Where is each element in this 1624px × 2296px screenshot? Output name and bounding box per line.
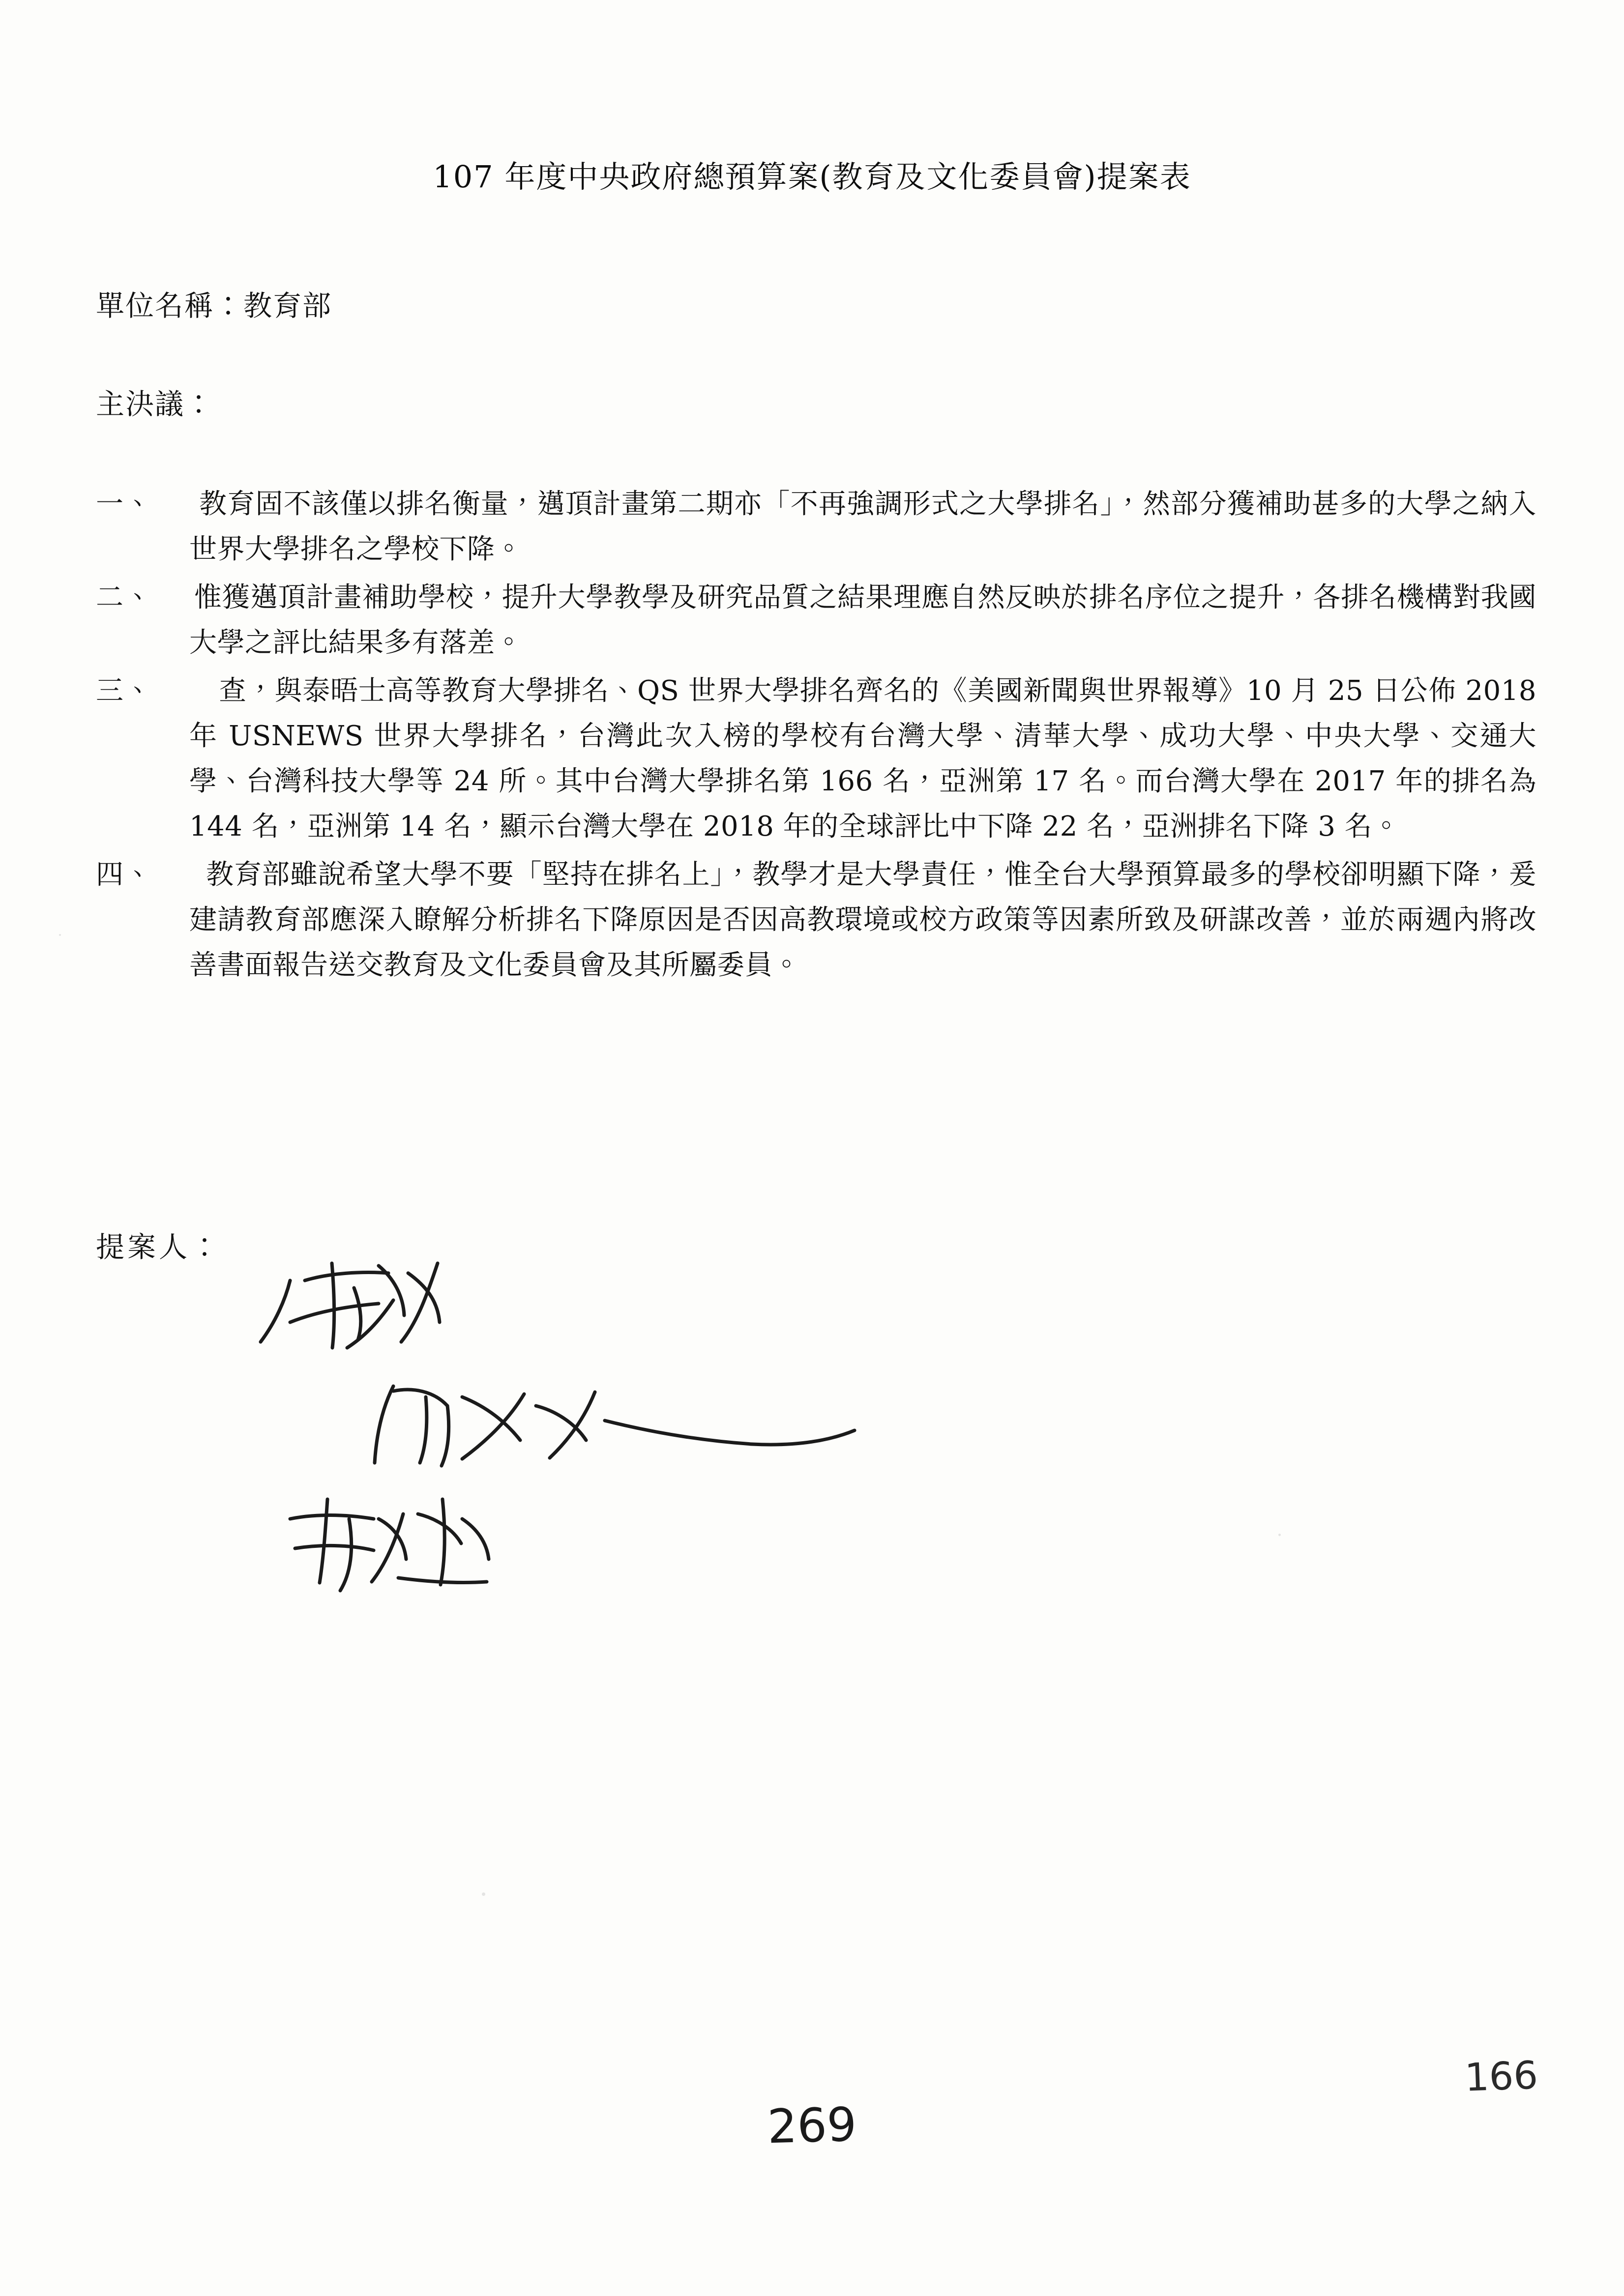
list-item-text: 教育部雖說希望大學不要「堅持在排名上」，教學才是大學責任，惟全台大學預算最多的學校卻明顯下降，爰建請教育部應深入瞭解分析排名下降原因是否因高教環境或校方政策等因素所致及研謀改善，並於兩週內將改善書面報告送交教育及文化委員會及其所屬委員。 xyxy=(189,859,1536,981)
unit-name-line: 單位名稱：教育部 xyxy=(96,289,332,322)
proposer-label: 提案人： xyxy=(96,1230,222,1264)
scan-speck xyxy=(1278,1534,1281,1536)
list-item-text: 惟獲邁頂計畫補助學校，提升大學教學及研究品質之結果理應自然反映於排名序位之提升，各排名機構對我國大學之評比結果多有落差。 xyxy=(189,581,1536,659)
list-item-text: 教育固不該僅以排名衡量，邁頂計畫第二期亦「不再強調形式之大學排名」，然部分獲補助甚多的大學之納入世界大學排名之學校下降。 xyxy=(189,488,1536,565)
signature-1 xyxy=(261,1263,440,1348)
list-item xyxy=(96,575,1536,666)
list-item-marker: 二、 xyxy=(96,581,153,613)
scan-speck xyxy=(482,1892,485,1896)
signature-3 xyxy=(290,1499,489,1591)
list-item xyxy=(96,482,1536,572)
page-title: 107 年度中央政府總預算案(教育及文化委員會)提案表 xyxy=(433,159,1191,195)
list-item xyxy=(96,668,1536,849)
page-number-right: 166 xyxy=(1464,2053,1539,2100)
resolution-heading: 主決議： xyxy=(96,387,214,421)
list-item xyxy=(96,852,1536,988)
list-item-text: 查，與泰晤士高等教育大學排名、QS 世界大學排名齊名的《美國新聞與世界報導》10 月 25 日公佈 2018 年 USNEWS 世界大學排名，台灣此次入榜的學校有台灣大學、清華大學、成功大學、中央大學、交通大學、台灣科技大學等 24 所。其中台灣大學排名第 166 名，亞洲第 17 名。而台灣大學在 2017 年的排名為 144 名，亞洲第 14 名，顯示台灣大學在 2018 年的全球評比中下降 22 名，亞洲排名下降 3 名。 xyxy=(189,675,1536,843)
signature-block xyxy=(231,1175,1165,1617)
page-number-center: 269 xyxy=(767,2097,857,2154)
list-item-marker: 三、 xyxy=(96,675,153,707)
list-item-marker: 一、 xyxy=(96,488,153,520)
signature-2 xyxy=(375,1386,855,1466)
list-item-marker: 四、 xyxy=(96,859,153,891)
scan-speck xyxy=(59,934,61,936)
resolution-item-list xyxy=(96,482,1536,991)
